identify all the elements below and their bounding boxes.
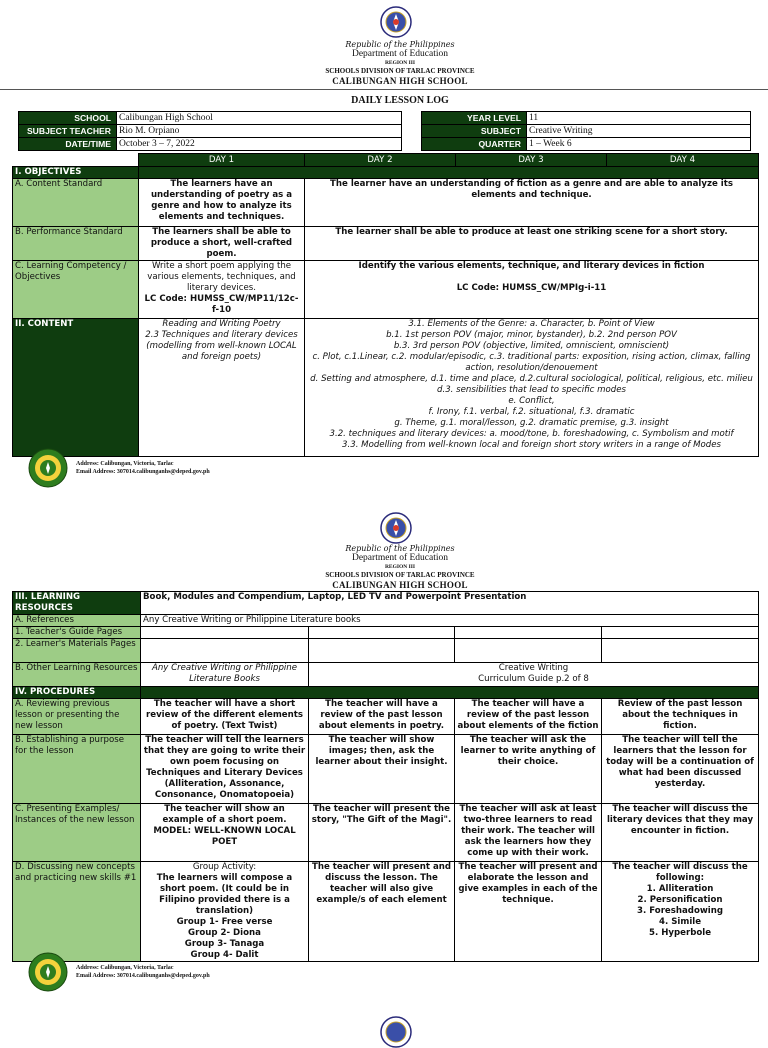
header-divider bbox=[0, 89, 768, 90]
review-label: A. Reviewing previous lesson or presenting the new lesson bbox=[13, 699, 141, 735]
school-label: SCHOOL bbox=[19, 112, 117, 125]
quarter-value: 1 – Week 6 bbox=[527, 138, 751, 151]
examples-day1: The teacher will show an example of a short poem. MODEL: WELL-KNOWN LOCAL POET bbox=[141, 804, 309, 862]
discussing-day1-line: The learners will compose a short poem. (It could be in Filipino provided there is a translation) bbox=[156, 873, 293, 916]
discussing-day2: The teacher will present and discuss the lesson. The teacher will also give example/s of each element bbox=[309, 862, 455, 962]
teachers-guide-label: 1. Teacher's Guide Pages bbox=[13, 627, 141, 639]
other-resources-day1: Any Creative Writing or Philippine Literature Books bbox=[141, 663, 309, 687]
purpose-day2: The teacher will show images; then, ask the learner about their insight. bbox=[309, 735, 455, 804]
review-day3: The teacher will have a review of the past lesson about elements of the fiction bbox=[455, 699, 602, 735]
resources-label: III. LEARNING RESOURCES bbox=[13, 592, 141, 615]
content-line: e. Conflict, bbox=[508, 396, 555, 406]
content-rest bbox=[305, 319, 759, 457]
content-day1-title: Reading and Writing Poetry bbox=[162, 319, 281, 329]
day-2-header: DAY 2 bbox=[305, 154, 456, 167]
discussing-day1-line: Group 2- Diona bbox=[188, 928, 261, 938]
performance-standard-rest: The learner shall be able to produce at least one striking scene for a short story. bbox=[305, 227, 759, 261]
competency-day1-code: LC Code: HUMSS_CW/MP11/12c-f-10 bbox=[144, 294, 299, 315]
letterhead-republic: Republic of the Philippines bbox=[345, 544, 455, 553]
content-line: d. Setting and atmosphere, d.1. time and place, d.2.cultural sociological, political, religious, etc. milieu bbox=[310, 374, 753, 384]
footer-address: Address: Calibungan, Victoria, Tarlac bbox=[76, 461, 174, 467]
letterhead-republic: Republic of the Philippines bbox=[345, 40, 455, 49]
content-standard-day1: The learners have an understanding of poetry as a genre and how to analyze its elements and techniques. bbox=[139, 179, 305, 227]
date-value: October 3 – 7, 2022 bbox=[117, 138, 402, 151]
discussing-day1-line: Group 1- Free verse bbox=[176, 917, 273, 927]
other-resources-title: Creative Writing bbox=[498, 663, 569, 673]
purpose-label: B. Establishing a purpose for the lesson bbox=[13, 735, 141, 804]
competency-label: C. Learning Competency / Objectives bbox=[13, 261, 139, 319]
quarter-label: QUARTER bbox=[422, 138, 527, 151]
purpose-day3: The teacher will ask the learner to write anything of their choice. bbox=[455, 735, 602, 804]
content-line: 3.2. techniques and literary devices: a. mood/tone, b. foreshadowing, c. Symbolism and motif bbox=[329, 429, 734, 439]
performance-standard-label: B. Performance Standard bbox=[13, 227, 139, 261]
footer-page1 bbox=[28, 448, 428, 488]
letterhead-region: REGION III bbox=[384, 60, 416, 66]
purpose-day1: The teacher will tell the learners that they are going to write their own poem focusing on Techniques and Literary Devices (Alliteration, Assonance, Consonance, Onomatopoeia) bbox=[141, 735, 309, 804]
discussing-day1-line: Group 3- Tanaga bbox=[184, 939, 265, 949]
review-day4: Review of the past lesson about the techniques in fiction. bbox=[602, 699, 759, 735]
discussing-day4-item: 4. Simile bbox=[659, 917, 702, 927]
references-label: A. References bbox=[13, 615, 141, 627]
footer-address: Address: Calibungan, Victoria, Tarlac bbox=[76, 965, 174, 971]
content-day1-detail: 2.3 Techniques and literary devices (modelling from well-known LOCAL and foreign poets) bbox=[145, 330, 298, 362]
subject-label: SUBJECT bbox=[422, 125, 527, 138]
learners-materials-label: 2. Learner's Materials Pages bbox=[13, 639, 141, 663]
footer-email: Email Address: 307014.calibunganhs@deped.gov.ph bbox=[76, 469, 210, 475]
letterhead-department: Department of Education bbox=[351, 553, 449, 563]
deped-seal-icon bbox=[380, 512, 412, 544]
footer-email: Email Address: 307014.calibunganhs@deped.gov.ph bbox=[76, 973, 210, 979]
letterhead-school: CALIBUNGAN HIGH SCHOOL bbox=[332, 76, 468, 86]
year-value: 11 bbox=[527, 112, 751, 125]
content-line: 3.1. Elements of the Genre: a. Character, b. Point of View bbox=[408, 319, 655, 329]
doc-title: DAILY LESSON LOG bbox=[351, 95, 449, 106]
examples-label: C. Presenting Examples/ Instances of the new lesson bbox=[13, 804, 141, 862]
letterhead-school: CALIBUNGAN HIGH SCHOOL bbox=[332, 580, 468, 590]
review-day2: The teacher will have a review of the past lesson about elements in poetry. bbox=[309, 699, 455, 735]
examples-day3: The teacher will ask at least two-three learners to read their work. The teacher will ask the learners how they come up with their work. bbox=[455, 804, 602, 862]
letterhead-department: Department of Education bbox=[351, 49, 449, 59]
content-line: c. Plot, c.1.Linear, c.2. modular/episodic, c.3. traditional parts: exposition, rising action, climax, falling action, resolution/denouement bbox=[312, 352, 751, 373]
teacher-value: Rio M. Orpiano bbox=[117, 125, 402, 138]
deped-seal-icon bbox=[380, 1016, 412, 1048]
content-label: II. CONTENT bbox=[13, 319, 139, 457]
resources-value: Book, Modules and Compendium, Laptop, LED TV and Powerpoint Presentation bbox=[141, 592, 759, 615]
school-logo-icon bbox=[28, 952, 68, 992]
content-line: 3.3. Modelling from well-known local and foreign short story writers in a range of Modes bbox=[342, 440, 721, 450]
year-label: YEAR LEVEL bbox=[422, 112, 527, 125]
discussing-day4-item: 1. Alliteration bbox=[646, 884, 714, 894]
examples-day2: The teacher will present the story, "The Gift of the Magi". bbox=[309, 804, 455, 862]
footer-page2 bbox=[28, 952, 428, 992]
review-day1: The teacher will have a short review of the different elements of poetry. (Text Twist) bbox=[141, 699, 309, 735]
content-line: g. Theme, g.1. moral/lesson, g.2. dramatic premise, g.3. insight bbox=[394, 418, 669, 428]
discussing-day4-item: 3. Foreshadowing bbox=[637, 906, 724, 916]
references-value: Any Creative Writing or Philippine Literature books bbox=[141, 615, 759, 627]
subject-value: Creative Writing bbox=[527, 125, 751, 138]
discussing-day1-title: Group Activity: bbox=[192, 862, 257, 872]
content-line: b.1. 1st person POV (major, minor, bystander), b.2. 2nd person POV bbox=[386, 330, 677, 340]
letterhead-division: SCHOOLS DIVISION OF TARLAC PROVINCE bbox=[325, 571, 475, 579]
lesson-table-page1 bbox=[12, 153, 759, 457]
performance-standard-day1: The learners shall be able to produce a short, well-crafted poem. bbox=[139, 227, 305, 261]
day-1-header: DAY 1 bbox=[139, 154, 305, 167]
other-resources-guide: Curriculum Guide p.2 of 8 bbox=[478, 674, 589, 684]
info-table bbox=[18, 111, 751, 151]
discussing-day3: The teacher will present and elaborate the lesson and give examples in each of the technique. bbox=[455, 862, 602, 962]
competency-day1: Write a short poem applying the various elements, techniques, and literary devices. bbox=[147, 261, 296, 293]
day-4-header: DAY 4 bbox=[607, 154, 759, 167]
letterhead-region: REGION III bbox=[384, 564, 416, 570]
purpose-day4: The teacher will tell the learners that the lesson for today will be a continuation of what had been discussed yesterday. bbox=[602, 735, 759, 804]
letterhead-division: SCHOOLS DIVISION OF TARLAC PROVINCE bbox=[325, 67, 475, 75]
content-line: d.3. sensibilities that lead to specific modes bbox=[437, 385, 626, 395]
day-3-header: DAY 3 bbox=[456, 154, 607, 167]
other-resources-label: B. Other Learning Resources bbox=[13, 663, 141, 687]
school-value: Calibungan High School bbox=[117, 112, 402, 125]
objectives-section: I. OBJECTIVES bbox=[13, 167, 139, 179]
content-standard-rest: The learner have an understanding of fiction as a genre and are able to analyze its elements and technique. bbox=[305, 179, 759, 227]
teacher-label: SUBJECT TEACHER bbox=[19, 125, 117, 138]
discussing-label: D. Discussing new concepts and practicing new skills #1 bbox=[13, 862, 141, 962]
discussing-day4-intro: The teacher will discuss the following: bbox=[612, 862, 748, 883]
content-line: b.3. 3rd person POV (objective, limited, omniscient, omniscient) bbox=[393, 341, 670, 351]
competency-rest-code: LC Code: HUMSS_CW/MPIg-i-11 bbox=[456, 283, 607, 293]
discussing-day4-item: 2. Personification bbox=[637, 895, 723, 905]
discussing-day4-item: 5. Hyperbole bbox=[648, 928, 712, 938]
date-label: DATE/TIME bbox=[19, 138, 117, 151]
deped-seal-icon bbox=[380, 6, 412, 38]
school-logo-icon bbox=[28, 448, 68, 488]
competency-rest: Identify the various elements, technique, and literary devices in fiction bbox=[358, 261, 705, 271]
examples-day4: The teacher will discuss the literary devices that they may encounter in fiction. bbox=[602, 804, 759, 862]
discussing-day1-line: Group 4- Dalit bbox=[190, 950, 259, 960]
content-line: f. Irony, f.1. verbal, f.2. situational, f.3. dramatic bbox=[428, 407, 635, 417]
procedures-label: IV. PROCEDURES bbox=[13, 687, 141, 699]
lesson-table-page2 bbox=[12, 591, 759, 962]
content-standard-label: A. Content Standard bbox=[13, 179, 139, 227]
